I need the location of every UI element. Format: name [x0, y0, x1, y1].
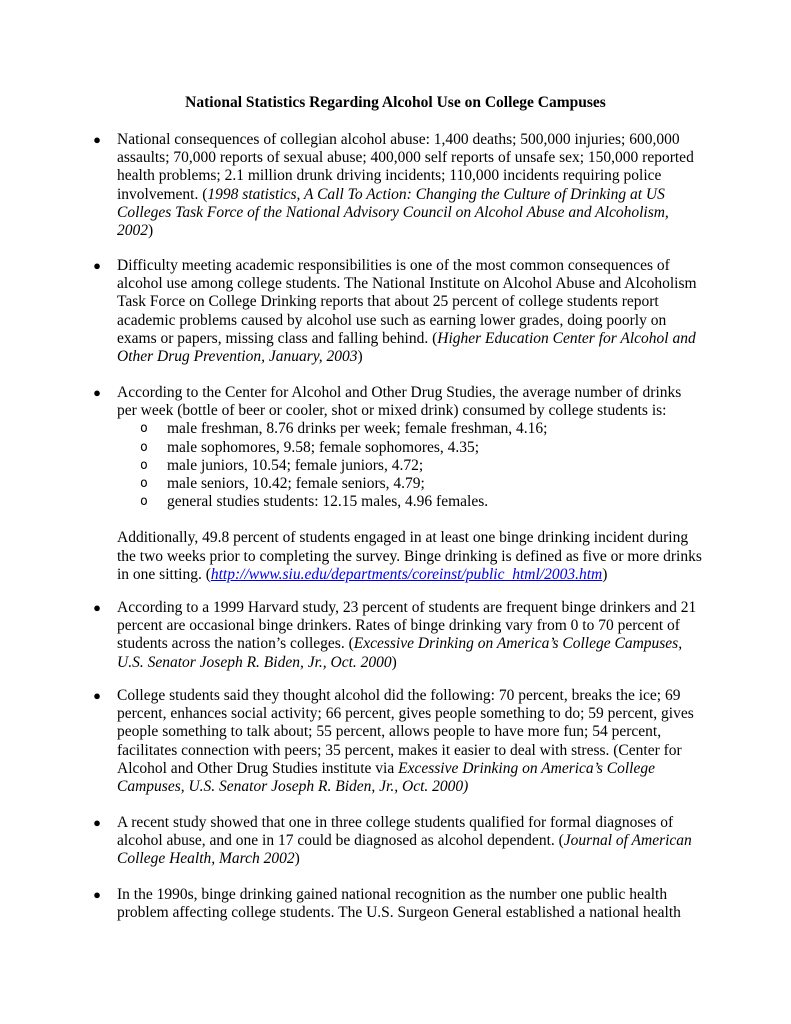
list-item-text: College students said they thought alcohol did the following: 70 percent, breaks the ice; 69 percent, enhances social activity; 66 percent, gives people something to do; 59 percent, gives people something to talk about; 55 percent, allows people to have more fun; 54 percent, facilitates connection with peers; 35 percent, makes it easier to deal with stress. (Center for Alcohol and Other Drug Studies institute via Excessive Drinking on America’s College Campuses, U.S. Senator Joseph R. Biden, Jr., Oct. 2000) [117, 687, 694, 796]
list-item [93, 131, 703, 240]
list-item [93, 814, 703, 869]
sub-list [117, 420, 703, 511]
list-item-text: In the 1990s, binge drinking gained national recognition as the number one public health problem affecting college students. The U.S. Surgeon General established a national health [117, 886, 681, 922]
source-link[interactable]: http://www.siu.edu/departments/coreinst/public_html/2003.htm [210, 565, 603, 583]
bullet-icon: ● [93, 258, 101, 273]
bullet-icon: ● [93, 815, 101, 830]
list-item [93, 257, 703, 366]
list-item [93, 384, 703, 584]
bullet-icon: ● [93, 385, 101, 400]
circle-bullet-icon: o [140, 457, 148, 473]
circle-bullet-icon: o [140, 494, 148, 510]
circle-bullet-icon: o [140, 421, 148, 437]
page-title: National Statistics Regarding Alcohol Use on College Campuses [185, 94, 606, 111]
list-item-text: Additionally, 49.8 percent of students engaged in at least one binge drinking incident during the two weeks prior to completing the survey. Binge drinking is defined as five or more drinks in one sitting. (http://www.siu.edu/departments/coreinst/public_html/2003.htm) [117, 529, 702, 583]
bullet-icon: ● [93, 132, 101, 147]
citation: Excessive Drinking on America’s College Campuses, U.S. Senator Joseph R. Biden, Jr., Oct. 2000 [117, 635, 683, 671]
citation: Higher Education Center for Alcohol and Other Drug Prevention, January, 2003 [117, 329, 696, 366]
sub-list-item: o male sophomores, 9.58; female sophomores, 4.35; [140, 438, 480, 456]
citation: Journal of American College Health, March 2002 [117, 832, 692, 868]
list-item [93, 687, 703, 796]
list-item-text: National consequences of collegian alcohol abuse: 1,400 deaths; 500,000 injuries; 600,000 assaults; 70,000 reports of sexual abuse; 400,000 self reports of unsafe sex; 150,000 reported health problems; 2.1 million drunk driving incidents; 110,000 incidents requiring police involvement. (1998 statistics, A Call To Action: Changing the Culture of Drinking at US Colleges Task Force of the National Advisory Council on Alcohol Abuse and Alcoholism, 2002) [117, 131, 694, 240]
list-item-text: A recent study showed that one in three college students qualified for formal diagnoses of alcohol abuse, and one in 17 could be diagnosed as alcohol dependent. (Journal of American College Health, March 2002) [117, 814, 692, 868]
sub-list-item: o male freshman, 8.76 drinks per week; female freshman, 4.16; [140, 420, 548, 438]
list-item-text: According to a 1999 Harvard study, 23 percent of students are frequent binge drinkers and 21 percent are occasional binge drinkers. Rates of binge drinking vary from 0 to 70 percent of students across the nation’s colleges. (Excessive Drinking on America’s College Campuses, U.S. Senator Joseph R. Biden, Jr., Oct. 2000) [117, 599, 697, 671]
bullet-icon: ● [93, 600, 101, 615]
circle-bullet-icon: o [140, 476, 148, 492]
sub-list-item: o male seniors, 10.42; female seniors, 4.79; [140, 475, 425, 493]
sub-list-item: o male juniors, 10.54; female juniors, 4.72; [140, 456, 424, 474]
citation: Excessive Drinking on America’s College Campuses, U.S. Senator Joseph R. Biden, Jr., Oct. 2000) [117, 759, 655, 796]
list-item-text: Difficulty meeting academic responsibilities is one of the most common consequences of alcohol use among college students. The National Institute on Alcohol Abuse and Alcoholism Task Force on College Drinking reports that about 25 percent of college students report academic problems caused by alcohol use such as earning lower grades, doing poorly on exams or papers, missing class and falling behind. (Higher Education Center for Alcohol and Other Drug Prevention, January, 2003) [117, 257, 697, 366]
list-item [93, 886, 703, 922]
bullet-icon: ● [93, 688, 101, 703]
sub-list-item: o general studies students: 12.15 males, 4.96 females. [140, 493, 489, 511]
list-item-text: According to the Center for Alcohol and Other Drug Studies, the average number of drinks per week (bottle of beer or cooler, shot or mixed drink) consumed by college students is: [117, 384, 682, 420]
citation: 1998 statistics, A Call To Action: Changing the Culture of Drinking at US Colleges Task Force of the National Advisory Council on Alcohol Abuse and Alcoholism, 2002 [117, 185, 669, 240]
list-item [93, 599, 703, 672]
circle-bullet-icon: o [140, 439, 148, 455]
bullet-icon: ● [93, 887, 101, 902]
